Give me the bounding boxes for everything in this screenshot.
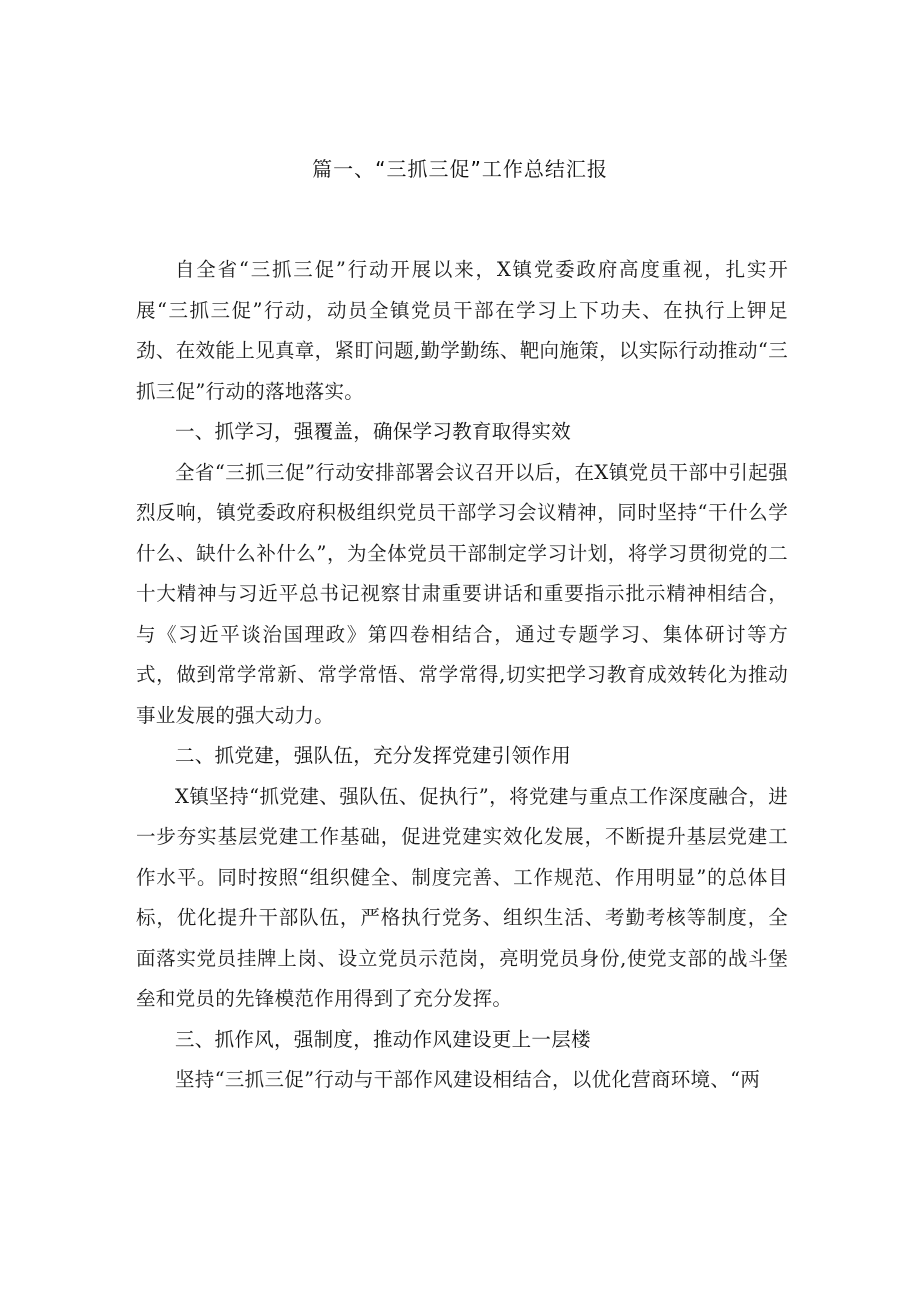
document-body [136, 250, 788, 1101]
section-2-paragraph: X镇坚持“抓党建、强队伍、促执行”，将党建与重点工作深度融合，进一步夯实基层党建工作基础，促进党建实效化发展，不断提升基层党建工作水平。同时按照“组织健全、制度完善、工作规范、作用明显”的总体目标，优化提升干部队伍，严格执行党务、组织生活、考勤考核等制度，全面落实党员挂牌上岗、设立党员示范岗，亮明党员身份,使党支部的战斗堡垒和党员的先锋模范作用得到了充分发挥。 [136, 784, 788, 1010]
section-3-heading: 三、抓作风，强制度，推动作风建设更上一层楼 [175, 1027, 591, 1051]
section-2-heading: 二、抓党建，强队伍，充分发挥党建引领作用 [175, 744, 572, 767]
section-3-paragraph: 坚持“三抓三促”行动与干部作风建设相结合，以优化营商环境、“两 [175, 1068, 761, 1091]
section-1-heading: 一、抓学习，强覆盖，确保学习教育取得实效 [175, 420, 572, 443]
document-title: 篇一、“三抓三促”工作总结汇报 [312, 157, 608, 181]
section-1-paragraph: 全省“三抓三促”行动安排部署会议召开以后，在X镇党员干部中引起强烈反响，镇党委政府积极组织党员干部学习会议精神，同时坚持“干什么学什么、缺什么补什么”，为全体党员干部制定学习计划，将学习贯彻党的二十大精神与习近平总书记视察甘肃重要讲话和重要指示批示精神相结合，与《习近平谈治国理政》第四卷相结合，通过专题学习、集体研讨等方式，做到常学常新、常学常悟、常学常得,切实把学习教育成效转化为推动事业发展的强大动力。 [136, 460, 788, 727]
intro-paragraph: 自全省“三抓三促”行动开展以来，X镇党委政府高度重视，扎实开展“三抓三促”行动，动员全镇党员干部在学习上下功夫、在执行上钾足劲、在效能上见真章，紧盯问题,勤学勤练、靶向施策，以实际行动推动“三抓三促”行动的落地落实。 [136, 258, 788, 403]
